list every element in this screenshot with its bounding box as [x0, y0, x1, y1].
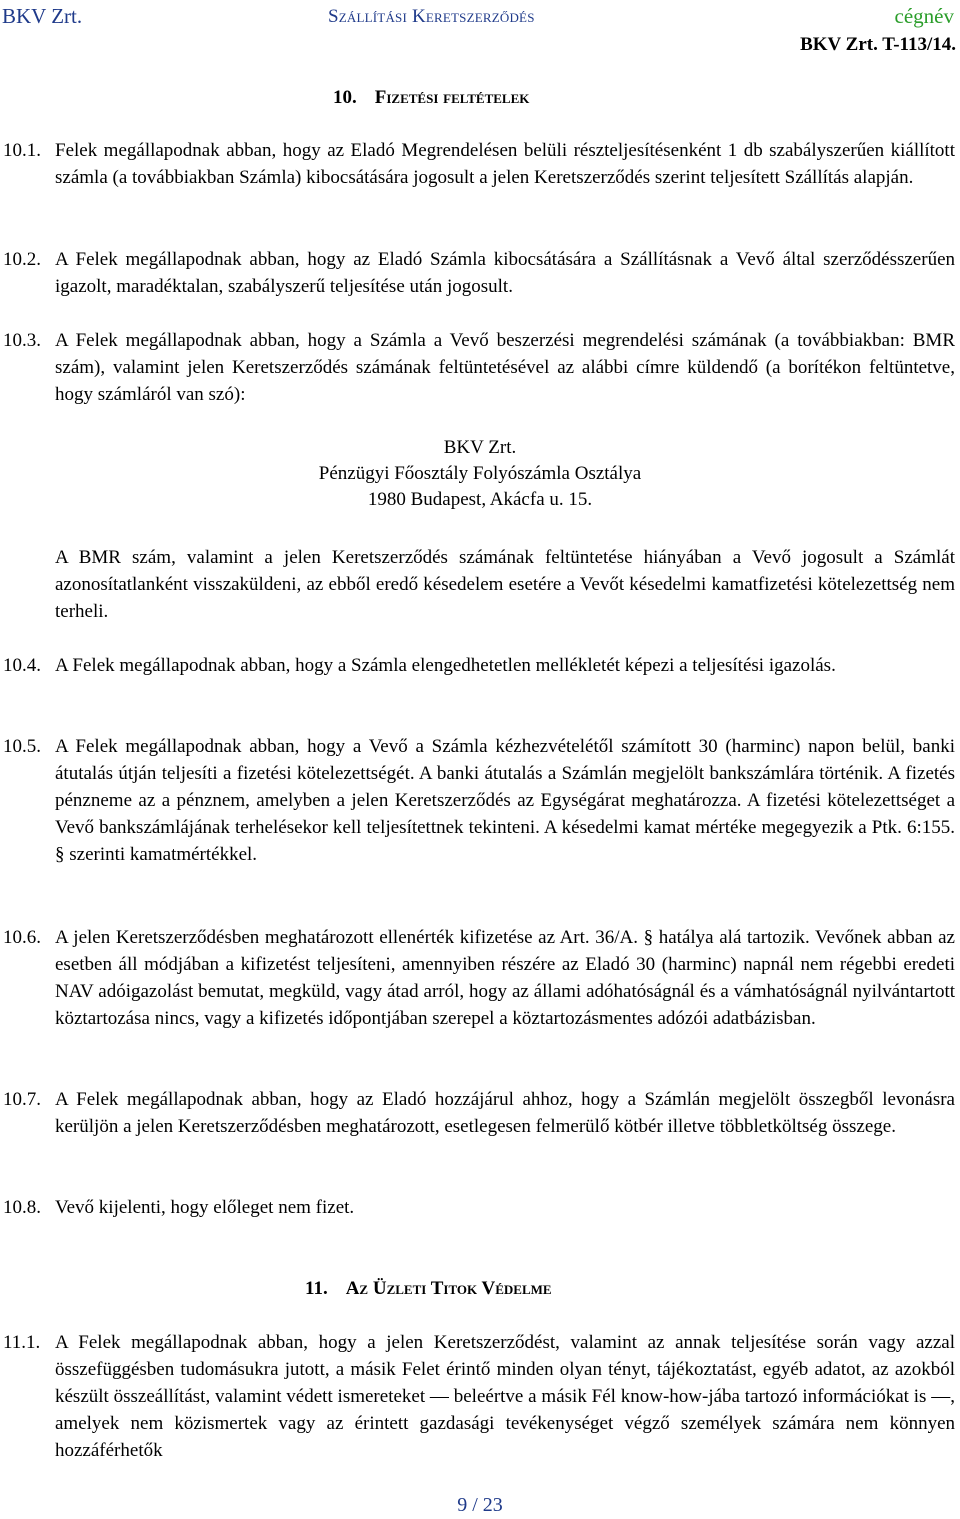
- billing-address: [0, 435, 960, 513]
- paragraph-10-3: [3, 327, 955, 408]
- section-number: 11.: [305, 1278, 328, 1299]
- address-line: BKV Zrt.: [443, 437, 517, 458]
- paragraph-11-1: [3, 1329, 955, 1464]
- paragraph-number: 11.1.: [3, 1332, 41, 1353]
- paragraph-number: 10.1.: [3, 140, 41, 161]
- paragraph-10-1: [3, 137, 955, 191]
- section-title: Fizetési feltételek: [374, 87, 530, 108]
- paragraph-number: 10.5.: [3, 736, 41, 757]
- section-number: 10.: [333, 87, 357, 108]
- paragraph-10-7: [3, 1086, 955, 1140]
- section-title: Az Üzleti Titok Védelme: [345, 1278, 552, 1299]
- section-10-heading: [333, 87, 529, 109]
- header-placeholder: cégnév: [894, 4, 954, 28]
- paragraph-number: 10.4.: [3, 655, 41, 676]
- paragraph-10-3-continuation: [55, 544, 955, 625]
- paragraph-text: A Felek megállapodnak abban, hogy a Számla elengedhetetlen mellékletét képezi a teljesítési igazolás.: [55, 655, 836, 676]
- paragraph-number: 10.3.: [3, 330, 41, 351]
- paragraph-text: A Felek megállapodnak abban, hogy az Eladó hozzájárul ahhoz, hogy a Számlán megjelölt összegből levonásra kerüljön a jelen Keretszerződésben meghatározott, esetlegesen felmerülő kötbér illetve többletköltség összege.: [55, 1089, 955, 1137]
- paragraph-text: A Felek megállapodnak abban, hogy az Eladó Számla kibocsátására a Szállításnak a Vevő által szerződésszerűen igazolt, maradéktalan, szabályszerű teljesítése után jogosult.: [55, 249, 955, 297]
- address-line: Pénzügyi Főosztály Folyószámla Osztálya: [318, 463, 642, 484]
- paragraph-10-6: [3, 924, 955, 1032]
- paragraph-text: Vevő kijelenti, hogy előleget nem fizet.: [55, 1197, 355, 1218]
- paragraph-10-8: [3, 1194, 955, 1221]
- page-number: 9 / 23: [457, 1494, 503, 1516]
- paragraph-text: A BMR szám, valamint a jelen Keretszerződés számának feltüntetése hiányában a Vevő jogosult a Számlát azonosítatlanként visszaküldeni, az ebből eredő késedelem esetére a Vevőt késedelmi kamatfizetési kötelezettség nem terheli.: [55, 547, 955, 622]
- paragraph-number: 10.2.: [3, 249, 41, 270]
- paragraph-10-2: [3, 246, 955, 300]
- paragraph-10-4: [3, 652, 955, 679]
- section-11-heading: [305, 1278, 552, 1300]
- paragraph-number: 10.7.: [3, 1089, 41, 1110]
- paragraph-text: A jelen Keretszerződésben meghatározott ellenérték kifizetése az Art. 36/A. § hatálya alá tartozik. Vevőnek abban az esetben áll módjában a kifizetést teljesíteni, amennyiben részére az Eladó 30 (harminc) napnál nem régebbi eredeti NAV adóigazolást bemutat, megküld, vagy átad arról, hogy az állami adóhatóságnál és a vámhatóságnál nyilvántartott köztartozása nincs, vagy a kifizetés időpontjában szerepel a köztartozásmentes adózói adatbázisban.: [55, 927, 955, 1029]
- paragraph-text: Felek megállapodnak abban, hogy az Eladó Megrendelésen belüli részteljesítésenként 1 db szabályszerűen kiállított számla (a továbbiakban Számla) kibocsátására jogosult a jelen Keretszerződés szerint teljesített Szállítás alapján.: [55, 140, 955, 188]
- paragraph-text: A Felek megállapodnak abban, hogy a Vevő a Számla kézhezvételétől számított 30 (harminc) napon belül, banki átutalás útján teljesíti a fizetési kötelezettségét. A banki átutalás a Számlán megjelölt bankszámlára történik. A fizetés pénzneme az a pénznem, amelyben a jelen Keretszerződés az Egységárat meghatározza. A fizetési kötelezettséget a Vevő bankszámlájának terhelésekor kell teljesítettnek tekinteni. A késedelmi kamat mértéke megegyezik a Ptk. 6:155. § szerinti kamatmértékkel.: [55, 736, 955, 865]
- paragraph-text: A Felek megállapodnak abban, hogy a jelen Keretszerződést, valamint az annak teljesítése során vagy azzal összefüggésben tudomásukra jutott, a másik Felet érintő minden olyan tényt, tájékoztatást, egyéb adatot, az azokból készült összeállítást, valamint védett ismereteket — beleértve a másik Fél know-how-jába tartozó információkat is —, amelyek nem közismertek vagy az érintett gazdasági tevékenységet végző személyek számára nem könnyen hozzáférhetők: [55, 1332, 955, 1461]
- paragraph-number: 10.6.: [3, 927, 41, 948]
- paragraph-text: A Felek megállapodnak abban, hogy a Számla a Vevő beszerzési megrendelési számának (a továbbiakban: BMR szám), valamint jelen Keretszerződés számának feltüntetésével az alábbi címre küldendő (a borítékon feltüntetve, hogy számláról van szó):: [55, 330, 955, 405]
- header-document-title: Szállítási Keretszerződés: [328, 6, 535, 27]
- paragraph-number: 10.8.: [3, 1197, 41, 1218]
- header-company: BKV Zrt.: [2, 4, 83, 28]
- paragraph-10-5: [3, 733, 955, 868]
- address-line: 1980 Budapest, Akácfa u. 15.: [367, 489, 593, 510]
- header-reference: BKV Zrt. T-113/14.: [800, 34, 956, 55]
